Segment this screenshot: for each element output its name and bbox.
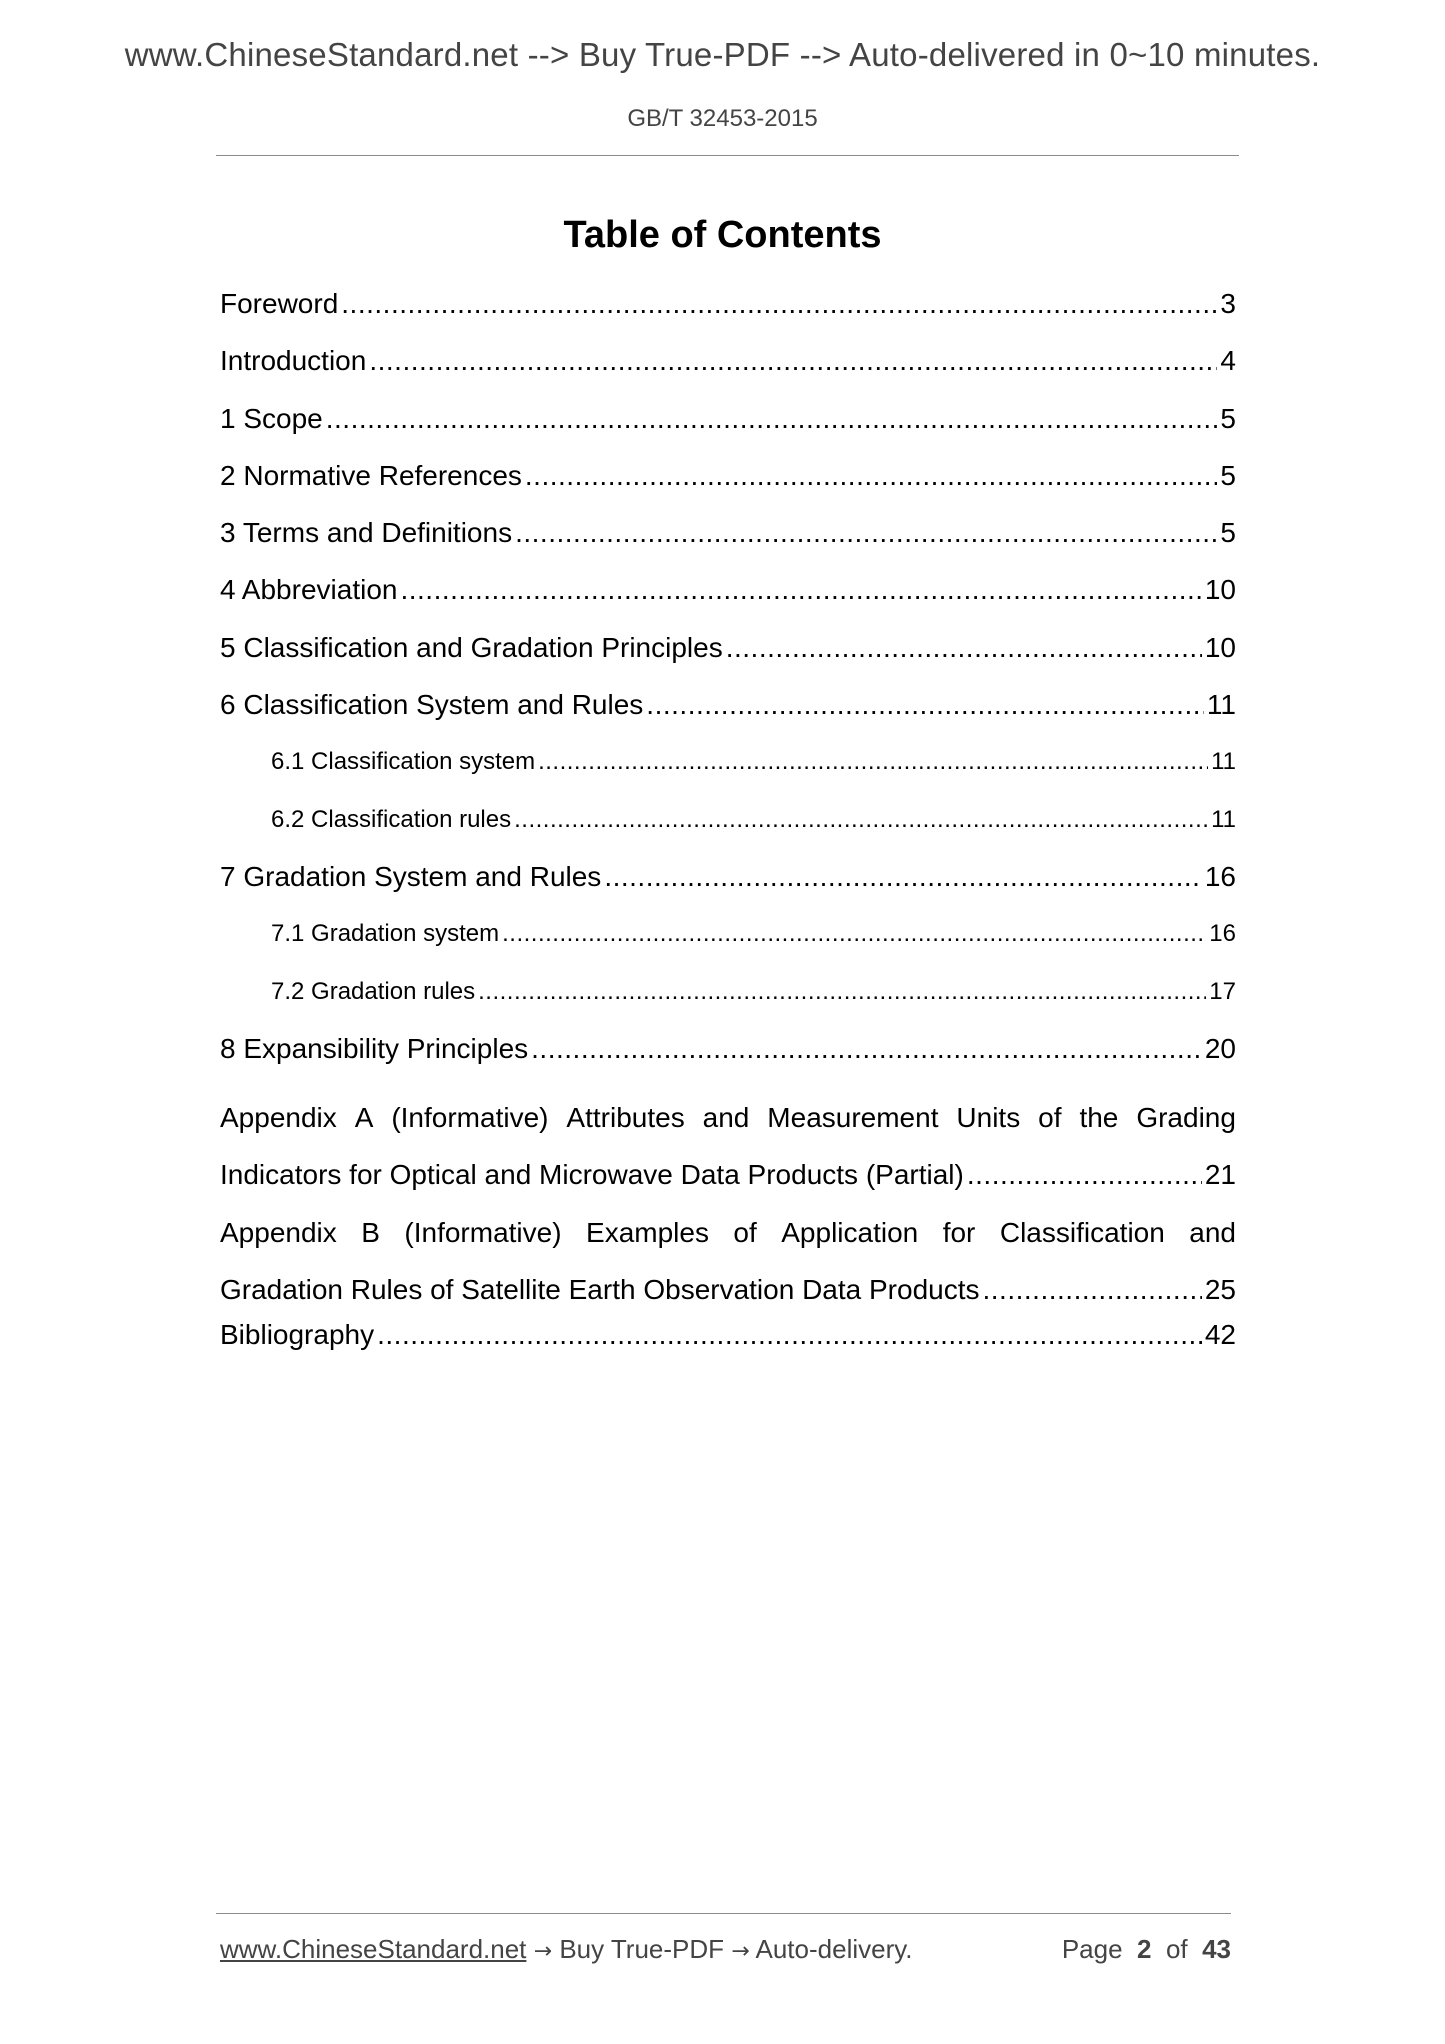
toc-entry-label: 7.2 Gradation rules	[271, 977, 476, 1005]
header-divider	[216, 155, 1239, 156]
dot-leader	[515, 516, 1217, 550]
dot-leader	[525, 459, 1218, 493]
toc-entry-foreword[interactable]	[220, 287, 1236, 344]
toc-entry-label: 7.1 Gradation system	[271, 920, 500, 948]
page-of: of	[1165, 1934, 1188, 1964]
toc-entry-classification-system-rules[interactable]	[220, 688, 1236, 745]
toc-entry-terms-definitions[interactable]	[220, 516, 1236, 573]
toc-subentry-classification-system[interactable]	[220, 745, 1236, 802]
standard-code: GB/T 32453-2015	[627, 105, 818, 132]
toc-entry-abbreviation[interactable]	[220, 573, 1236, 630]
toc-title: Table of Contents	[563, 214, 882, 256]
arrow-right-icon: →	[731, 1939, 750, 1964]
toc-entry-label: 7 Gradation System and Rules	[220, 860, 602, 892]
toc-entry-label-line1: Appendix B (Informative) Examples of Application for Classification and	[220, 1216, 1236, 1248]
toc-entry-label: 2 Normative References	[220, 459, 522, 491]
toc-entry-label: 6.1 Classification system	[271, 748, 536, 776]
toc-entry-page: 5	[1220, 517, 1236, 549]
footer-delivery-text: Auto-delivery.	[755, 1934, 913, 1964]
toc-entry-page: 5	[1220, 402, 1236, 434]
toc-entry-appendix-a[interactable]	[220, 1089, 1236, 1204]
page-word: Page	[1061, 1934, 1123, 1964]
dot-leader	[400, 573, 1201, 607]
toc-entry-page: 25	[1204, 1274, 1236, 1306]
toc-entry-label: 6 Classification System and Rules	[220, 689, 644, 721]
footer-buy-text: Buy True-PDF	[559, 1934, 725, 1964]
toc-subentry-gradation-system[interactable]	[220, 917, 1236, 974]
toc-entry-label: 3 Terms and Definitions	[220, 517, 513, 549]
dot-leader	[726, 631, 1202, 665]
toc-entry-page: 3	[1220, 288, 1236, 319]
toc-entry-page: 10	[1204, 631, 1236, 663]
toc-entry-scope[interactable]	[220, 402, 1236, 459]
toc-entry-page: 11	[1211, 805, 1236, 833]
toc-entry-page: 17	[1209, 977, 1236, 1005]
dot-leader	[369, 344, 1217, 378]
toc-entry-introduction[interactable]	[220, 344, 1236, 401]
page-number	[1062, 1934, 1231, 1965]
arrow-right-icon: →	[533, 1939, 553, 1964]
toc-entry-label: Foreword	[220, 288, 339, 319]
dot-leader	[646, 688, 1204, 722]
table-of-contents	[220, 287, 1236, 1376]
source-banner: www.ChineseStandard.net --> Buy True-PDF --> Auto-delivered in 0~10 minutes.	[124, 36, 1321, 73]
toc-entry-page: 16	[1204, 860, 1236, 892]
toc-entry-label-line2: Indicators for Optical and Microwave Data Products (Partial)	[220, 1159, 964, 1191]
dot-leader	[478, 975, 1206, 1009]
dot-leader	[326, 402, 1218, 436]
site-link[interactable]: www.ChineseStandard.net	[220, 1934, 527, 1964]
toc-entry-label: 8 Expansibility Principles	[220, 1032, 529, 1064]
toc-entry-page: 20	[1204, 1032, 1236, 1064]
dot-leader	[531, 1032, 1202, 1066]
toc-entry-label: Introduction	[220, 345, 367, 377]
toc-entry-label: 6.2 Classification rules	[271, 805, 512, 833]
toc-entry-label-line2: Gradation Rules of Satellite Earth Observation Data Products	[220, 1274, 980, 1306]
toc-subentry-gradation-rules[interactable]	[220, 975, 1236, 1032]
toc-entry-appendix-b[interactable]	[220, 1204, 1236, 1319]
toc-entry-page: 42	[1204, 1319, 1236, 1351]
toc-entry-bibliography[interactable]	[220, 1318, 1236, 1375]
toc-entry-label: 4 Abbreviation	[220, 574, 398, 606]
toc-subentry-classification-rules[interactable]	[220, 803, 1236, 860]
dot-leader	[514, 803, 1208, 837]
toc-entry-page: 10	[1204, 574, 1236, 606]
toc-entry-gradation-system-rules[interactable]	[220, 860, 1236, 917]
dot-leader	[377, 1318, 1202, 1352]
toc-entry-label: 5 Classification and Gradation Principles	[220, 631, 723, 663]
toc-entry-principles[interactable]	[220, 631, 1236, 688]
page-current: 2	[1137, 1934, 1152, 1964]
dot-leader	[502, 917, 1206, 951]
toc-entry-page: 11	[1206, 689, 1236, 721]
toc-entry-expansibility[interactable]	[220, 1032, 1236, 1089]
dot-leader	[538, 745, 1208, 779]
dot-leader	[967, 1146, 1202, 1203]
dot-leader	[604, 860, 1202, 894]
toc-entry-page: 21	[1204, 1159, 1236, 1191]
toc-entry-page: 16	[1209, 920, 1236, 948]
dot-leader	[341, 287, 1217, 321]
toc-entry-page: 11	[1211, 748, 1236, 776]
dot-leader	[983, 1261, 1202, 1318]
toc-entry-label: 1 Scope	[220, 402, 323, 434]
toc-entry-label-line1: Appendix A (Informative) Attributes and Measurement Units of the Grading	[220, 1102, 1236, 1134]
footer-divider	[216, 1913, 1231, 1914]
toc-entry-normative-references[interactable]	[220, 459, 1236, 516]
toc-entry-page: 5	[1220, 459, 1236, 491]
toc-entry-label: Bibliography	[220, 1319, 375, 1351]
page-total: 43	[1202, 1934, 1231, 1964]
toc-entry-page: 4	[1220, 345, 1236, 377]
